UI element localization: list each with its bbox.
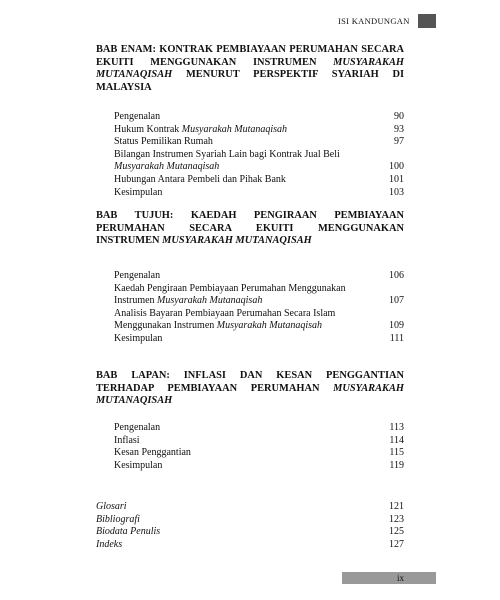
toc-entry-title bbox=[114, 124, 287, 137]
toc-entry-page: 125 bbox=[389, 526, 404, 538]
toc-entry[interactable] bbox=[114, 308, 404, 333]
chapter-6-entries bbox=[114, 111, 404, 199]
text-run: Bilangan Instrumen Syariah Lain bagi Kontrak Jual Beli bbox=[114, 148, 340, 160]
toc-entry[interactable] bbox=[114, 174, 404, 187]
text-run: Analisis Bayaran Pembiayaan Perumahan Secara Islam Menggunakan Instrumen bbox=[114, 307, 336, 332]
toc-entry[interactable] bbox=[114, 333, 404, 346]
chapter-6-heading bbox=[96, 44, 404, 94]
toc-entry-page: 114 bbox=[389, 434, 404, 446]
toc-entry-title: Inflasi bbox=[114, 434, 140, 446]
back-matter-list bbox=[96, 501, 404, 551]
chapter-title bbox=[96, 210, 404, 248]
italic-term: Musyarakah Mutanaqisah bbox=[114, 161, 220, 173]
toc-entry[interactable] bbox=[114, 111, 404, 124]
italic-term: Musyarakah Mutanaqisah bbox=[157, 295, 263, 307]
toc-entry[interactable] bbox=[114, 270, 404, 283]
toc-entry-title: Bibliografi bbox=[96, 513, 140, 525]
italic-term: Musyarakah Mutanaqisah bbox=[181, 123, 288, 135]
chapter-7-heading bbox=[96, 210, 404, 248]
chapter-8-entries bbox=[114, 422, 404, 472]
toc-entry-page: 106 bbox=[389, 270, 404, 281]
toc-entry-page: 90 bbox=[394, 111, 404, 122]
toc-entry-page: 111 bbox=[389, 332, 404, 344]
italic-term: MUSYARAKAH MUTANAQISAH bbox=[162, 235, 312, 247]
toc-entry-page: 100 bbox=[389, 161, 404, 173]
toc-entry-page: 97 bbox=[394, 136, 404, 148]
toc-entry-page: 115 bbox=[389, 447, 404, 459]
chapter-title bbox=[96, 44, 404, 94]
toc-entry-title: Hubungan Antara Pembeli dan Pihak Bank bbox=[114, 173, 286, 185]
toc-entry[interactable] bbox=[114, 460, 404, 473]
italic-term: MUSYARAKAH MUTANAQISAH bbox=[96, 382, 404, 407]
toc-entry-page: 127 bbox=[389, 538, 404, 550]
toc-entry[interactable] bbox=[96, 514, 404, 527]
toc-entry[interactable] bbox=[114, 149, 404, 174]
italic-term: MUSYARAKAH MUTANAQISAH bbox=[96, 56, 404, 81]
toc-entry[interactable] bbox=[96, 539, 404, 552]
text-run: Hukum Kontrak bbox=[114, 123, 182, 135]
toc-entry[interactable] bbox=[114, 283, 404, 308]
toc-entry-title: Kesan Penggantian bbox=[114, 447, 191, 459]
header-tab-block bbox=[418, 14, 436, 28]
toc-entry-title: Pengenalan bbox=[114, 270, 161, 281]
text-run: BAB TUJUH: KAEDAH PENGIRAAN PEMBIAYAAN PERUMAHAN SECARA EKUITI MENGGUNAKAN INSTRUMEN bbox=[96, 210, 404, 247]
toc-entry-title bbox=[114, 149, 374, 174]
toc-entry[interactable] bbox=[114, 124, 404, 137]
text-run: Kaedah Pengiraan Pembiayaan Perumahan Menggunakan Instrumen bbox=[114, 282, 346, 307]
toc-entry[interactable] bbox=[114, 187, 404, 200]
toc-entry-title: Kesimpulan bbox=[114, 332, 163, 344]
toc-entry-page: 103 bbox=[389, 186, 404, 198]
toc-entry-title: Glosari bbox=[96, 501, 127, 512]
chapter-8-heading bbox=[96, 370, 404, 408]
toc-entry-page: 107 bbox=[389, 295, 404, 307]
toc-entry-page: 119 bbox=[389, 459, 404, 471]
toc-entry-title: Kesimpulan bbox=[114, 186, 163, 198]
toc-entry[interactable] bbox=[114, 435, 404, 448]
chapter-7-entries bbox=[114, 270, 404, 346]
toc-entry-title: Pengenalan bbox=[114, 111, 161, 122]
italic-term: Musyarakah Mutanaqisah bbox=[216, 320, 323, 332]
toc-entry-title bbox=[114, 308, 374, 333]
toc-entry-title: Biodata Penulis bbox=[96, 526, 161, 538]
toc-entry-title: Kesimpulan bbox=[114, 459, 163, 471]
toc-entry[interactable] bbox=[114, 447, 404, 460]
toc-entry-page: 121 bbox=[389, 501, 404, 512]
toc-entry-page: 101 bbox=[389, 173, 404, 185]
footer-bar bbox=[342, 572, 436, 584]
toc-entry-title: Status Pemilikan Rumah bbox=[114, 136, 213, 148]
text-run: BAB LAPAN: INFLASI DAN KESAN PENGGANTIAN TERHADAP PEMBIAYAAN PERUMAHAN bbox=[96, 370, 404, 394]
chapter-title bbox=[96, 370, 404, 408]
running-header-label: ISI KANDUNGAN bbox=[338, 16, 410, 26]
text-run: MENURUT PERSPEKTIF SYARIAH DI MALAYSIA bbox=[96, 69, 404, 93]
toc-entry-page: 109 bbox=[389, 320, 404, 332]
toc-entry[interactable] bbox=[96, 526, 404, 539]
toc-entry-page: 93 bbox=[394, 123, 404, 135]
toc-entry-title: Indeks bbox=[96, 538, 123, 550]
toc-entry[interactable] bbox=[114, 422, 404, 435]
page-number: ix bbox=[396, 573, 404, 583]
toc-entry-title: Pengenalan bbox=[114, 422, 161, 433]
toc-entry[interactable] bbox=[96, 501, 404, 514]
toc-entry-page: 113 bbox=[389, 422, 404, 433]
toc-entry[interactable] bbox=[114, 136, 404, 149]
toc-entry-page: 123 bbox=[389, 513, 404, 525]
text-run: BAB ENAM: KONTRAK PEMBIAYAAN PERUMAHAN SECARA EKUITI MENGGUNAKAN INSTRUMEN bbox=[96, 44, 404, 68]
toc-entry-title bbox=[114, 283, 374, 308]
running-header bbox=[338, 14, 436, 28]
